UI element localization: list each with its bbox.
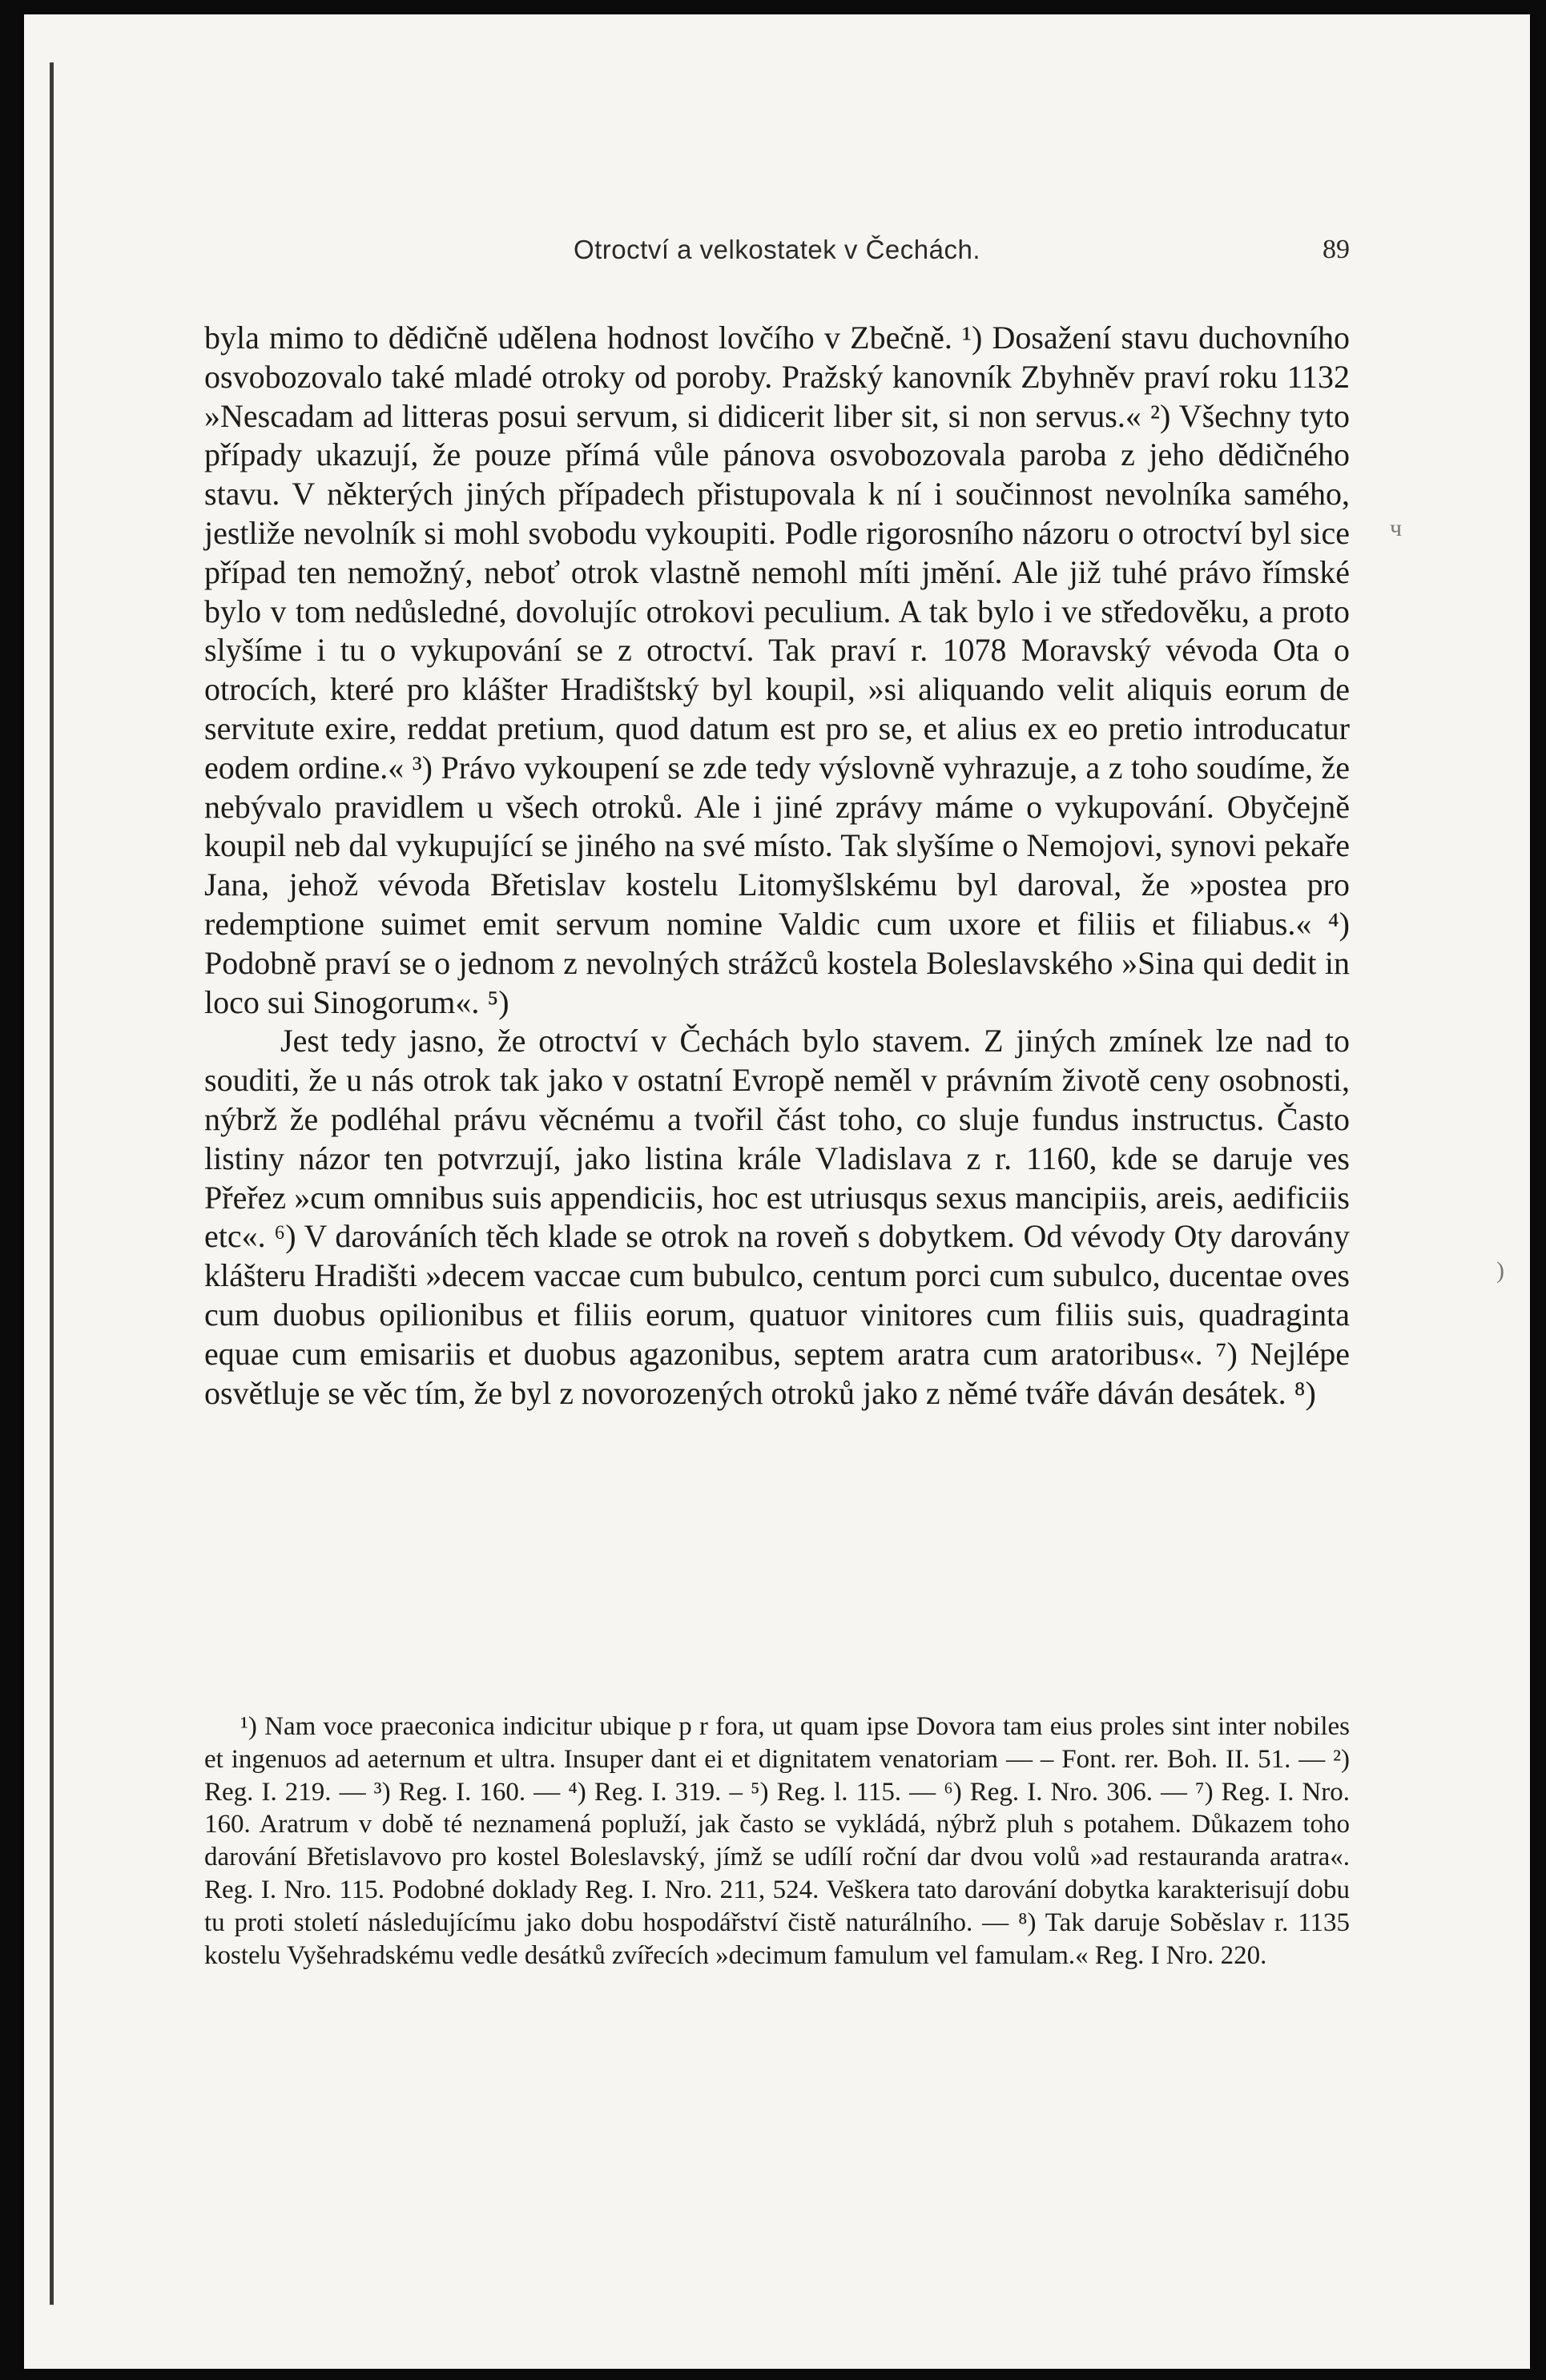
- main-text: [204, 319, 1350, 1413]
- binding-edge: [50, 62, 54, 2305]
- paragraph: Jest tedy jasno, že otroctví v Čechách bylo stavem. Z jiných zmínek lze nad to souditi, že u nás otrok tak jako v ostatní Evropě neměl v právním životě ceny osobnosti, nýbrž že podléhal právu věcnému a tvořil část toho, co sluje fundus instructus. Často listiny názor ten potvrzují, jako listina krále Vladislava z r. 1160, kde se daruje ves Přeřez »cum omnibus suis appendiciis, hoc est utriusqus sexus mancipiis, areis, aedificiis etc«. ⁶) V darováních těch klade se otrok na roveň s dobytkem. Od vévody Oty darovány klášteru Hradišti »decem vaccae cum bubulco, centum porci cum subulco, ducentae oves cum duobus opilionibus et filiis eorum, quatuor vinitores cum filiis suis, quadraginta equae cum emisariis et duobus agazonibus, septem aratra cum aratoribus«. ⁷) Nejlépe osvětluje se věc tím, že byl z novorozených otroků jako z němé tváře dáván desátek. ⁸): [204, 1023, 1350, 1411]
- footnote-text: ¹) Nam voce praeconica indicitur ubique p r fora, ut quam ipse Dovora tam eius proles sint inter nobiles et ingenuos ad aeternum et ultra. Insuper dant ei et dignitatem venatoriam — – Font. rer. Boh. II. 51. — ²) Reg. I. 219. — ³) Reg. I. 160. — ⁴) Reg. I. 319. – ⁵) Reg. l. 115. — ⁶) Reg. I. Nro. 306. — ⁷) Reg. I. Nro. 160. Aratrum v době té neznamená popluží, jak často se vykládá, nýbrž pluh s potahem. Důkazem toho darování Břetislavovo pro kostel Boleslavský, jímž se udílí roční dar dvou volů »ad restauranda aratra«. Reg. I. Nro. 115. Podobné doklady Reg. I. Nro. 211, 524. Veškera tato darování dobytka karakterisují dobu tu proti století následujícímu jako dobu hospodářství čistě naturálního. — ⁸) Tak daruje Soběslav r. 1135 kostelu Vyšehradskému vedle desátků zvířecích »decimum famulum vel famulam.« Reg. I Nro. 220.: [204, 1712, 1350, 1970]
- page-number: 89: [1323, 235, 1350, 264]
- running-title: Otroctví a velkostatek v Čechách.: [573, 235, 981, 264]
- paragraph: byla mimo to dědičně udělena hodnost lovčího v Zbečně. ¹) Dosažení stavu duchovního osvobozovalo také mladé otroky od poroby. Pražský kanovník Zbyhněv praví roku 1132 »Nescadam ad litteras posui servum, si didicerit liber sit, si non servus.« ²) Všechny tyto případy ukazují, že pouze přímá vůle pánova osvobozovala paroba z jeho dědičného stavu. V některých jiných případech přistupovala k ní i součinnost nevolníka samého, jestliže nevolník si mohl svobodu vykoupiti. Podle rigorosního názoru o otroctví byl sice případ ten nemožný, neboť otrok vlastně nemohl míti jmění. Ale již tuhé právo římské bylo v tom nedůsledné, dovolujíc otrokovi peculium. A tak bylo i ve středověku, a proto slyšíme i tu o vykupování se z otroctví. Tak praví r. 1078 Moravský vévoda Ota o otrocích, které pro klášter Hradištský byl koupil, »si aliquando velit aliquis eorum de servitute exire, reddat pretium, quod datum est pro se, et alius ex eo pretio introducatur eodem ordine.« ³) Právo vykoupení se zde tedy výslovně vyhrazuje, a z toho soudíme, že nebývalo pravidlem u všech otroků. Ale i jiné zprávy máme o vykupování. Obyčejně koupil neb dal vykupující se jiného na své místo. Tak slyšíme o Nemojovi, synovi pekaře Jana, jehož vévoda Břetislav kostelu Litomyšlskému byl daroval, že »postea pro redemptione suimet emit servum nomine Valdic cum uxore et filiis et filiabus.« ⁴) Podobně praví se o jednom z nevolných strážců kostela Boleslavského »Sina qui dedit in loco sui Sinogorum«. ⁵): [204, 320, 1350, 1020]
- book-page: [24, 14, 1530, 2369]
- margin-mark: ): [1496, 1257, 1504, 1284]
- margin-mark: ч: [1390, 515, 1403, 541]
- footnotes: [204, 1711, 1350, 1972]
- page-header: [204, 235, 1350, 275]
